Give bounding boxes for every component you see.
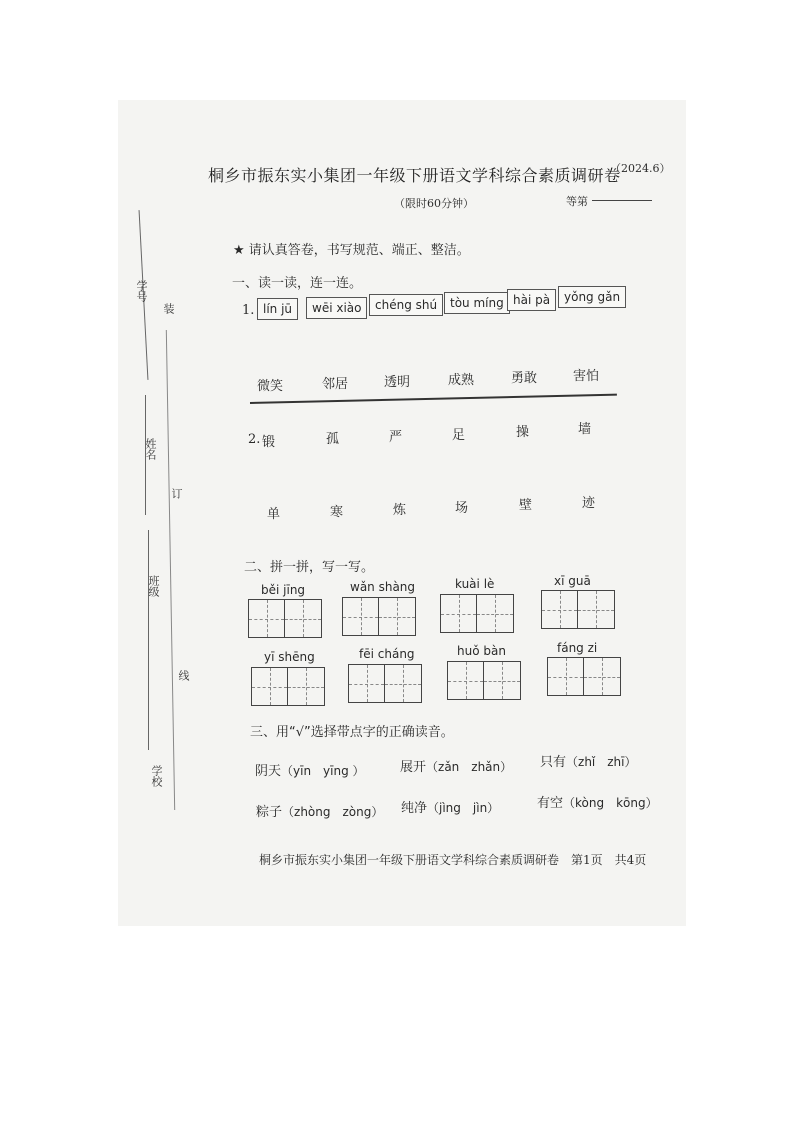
binding-line — [148, 530, 149, 750]
pinyin-card[interactable]: lín jū — [257, 298, 298, 320]
word-item[interactable]: 害怕 — [573, 369, 600, 384]
writing-grid[interactable] — [541, 590, 615, 629]
pinyin-prompt: yī shēng — [264, 650, 315, 664]
reading-item — [256, 801, 383, 820]
reading-word: 展开 — [400, 760, 427, 775]
section1-heading: 一、读一读，连一连。 — [232, 276, 363, 291]
reading-options[interactable]: （zǎn zhǎn） — [426, 760, 513, 774]
word-item[interactable]: 成熟 — [448, 373, 475, 388]
pinyin-prompt: xī guā — [554, 574, 591, 588]
word-item[interactable]: 邻居 — [322, 377, 349, 392]
pinyin-prompt: kuài lè — [455, 577, 495, 591]
char-item[interactable]: 迹 — [582, 496, 596, 511]
page-footer: 桐乡市振东实小集团一年级下册语文学科综合素质调研卷 第1页 共4页 — [259, 853, 647, 867]
reading-options[interactable]: （kòng kōng） — [563, 796, 658, 810]
char-item[interactable]: 壁 — [519, 498, 533, 513]
writing-grid[interactable] — [248, 599, 322, 638]
reading-item — [255, 760, 365, 779]
class-label: 班级 — [147, 575, 160, 597]
char-item[interactable]: 足 — [452, 428, 466, 443]
writing-grid[interactable] — [342, 597, 416, 636]
q1-number: 1. — [242, 303, 255, 318]
char-item[interactable]: 炼 — [393, 503, 407, 518]
school-label: 学校 — [150, 765, 163, 787]
page-title: 桐乡市振东实小集团一年级下册语文学科综合素质调研卷 — [208, 166, 621, 185]
char-item[interactable]: 锻 — [262, 435, 276, 450]
q2-number: 2. — [248, 432, 261, 447]
reading-word: 粽子 — [256, 805, 283, 820]
pinyin-card[interactable]: tòu míng — [444, 292, 510, 314]
pinyin-prompt: wǎn shàng — [350, 580, 416, 594]
reading-word: 阴天 — [255, 764, 282, 779]
name-label: 姓名 — [144, 438, 157, 460]
word-item[interactable]: 勇敢 — [511, 371, 538, 386]
grade-blank[interactable] — [592, 200, 652, 201]
word-item[interactable]: 微笑 — [257, 379, 284, 394]
pinyin-prompt: huǒ bàn — [457, 644, 506, 658]
xian-label: 线 — [177, 670, 190, 681]
reading-options[interactable]: （yīn yīng ） — [281, 764, 365, 778]
pinyin-prompt: fáng zi — [557, 641, 598, 655]
writing-grid[interactable] — [447, 661, 521, 700]
grade-label: 等第 — [566, 195, 588, 208]
char-item[interactable]: 墙 — [578, 422, 592, 437]
char-item[interactable]: 寒 — [330, 505, 344, 520]
reading-item — [540, 751, 637, 770]
student-id-label: 学号 — [135, 280, 148, 302]
pinyin-prompt: fēi cháng — [359, 647, 415, 661]
reading-item — [400, 756, 512, 775]
ding-label: 订 — [170, 488, 183, 499]
pinyin-card[interactable]: wēi xiào — [306, 297, 367, 319]
pinyin-card[interactable]: chéng shú — [369, 294, 443, 316]
writing-grid[interactable] — [547, 657, 621, 696]
reading-word: 有空 — [537, 796, 564, 811]
char-item[interactable]: 严 — [389, 430, 403, 445]
pinyin-prompt: běi jīng — [261, 583, 306, 597]
writing-grid[interactable] — [251, 667, 325, 706]
char-item[interactable]: 操 — [516, 425, 530, 440]
word-item[interactable]: 透明 — [384, 375, 411, 390]
zhuang-label: 装 — [162, 303, 175, 314]
char-item[interactable]: 单 — [267, 507, 281, 522]
section3-heading: 三、用“√”选择带点字的正确读音。 — [250, 725, 454, 740]
reading-item — [401, 797, 499, 816]
section2-heading: 二、拼一拼，写一写。 — [244, 560, 375, 575]
reading-word: 只有 — [540, 755, 567, 770]
time-limit: （限时60分钟） — [394, 197, 474, 210]
reading-options[interactable]: （jìng jìn） — [427, 801, 500, 815]
exam-year: （2024.6） — [610, 162, 671, 175]
char-item[interactable]: 孤 — [326, 432, 340, 447]
pinyin-card[interactable]: hài pà — [507, 289, 556, 311]
reading-options[interactable]: （zhǐ zhī） — [566, 755, 637, 769]
char-item[interactable]: 场 — [455, 501, 469, 516]
reading-word: 纯净 — [401, 801, 428, 816]
instructions: ★ 请认真答卷，书写规范、端正、整洁。 — [233, 243, 470, 258]
pinyin-card[interactable]: yǒng gǎn — [558, 286, 626, 308]
writing-grid[interactable] — [348, 664, 422, 703]
reading-options[interactable]: （zhòng zòng） — [282, 805, 384, 819]
reading-item — [537, 792, 658, 811]
writing-grid[interactable] — [440, 594, 514, 633]
